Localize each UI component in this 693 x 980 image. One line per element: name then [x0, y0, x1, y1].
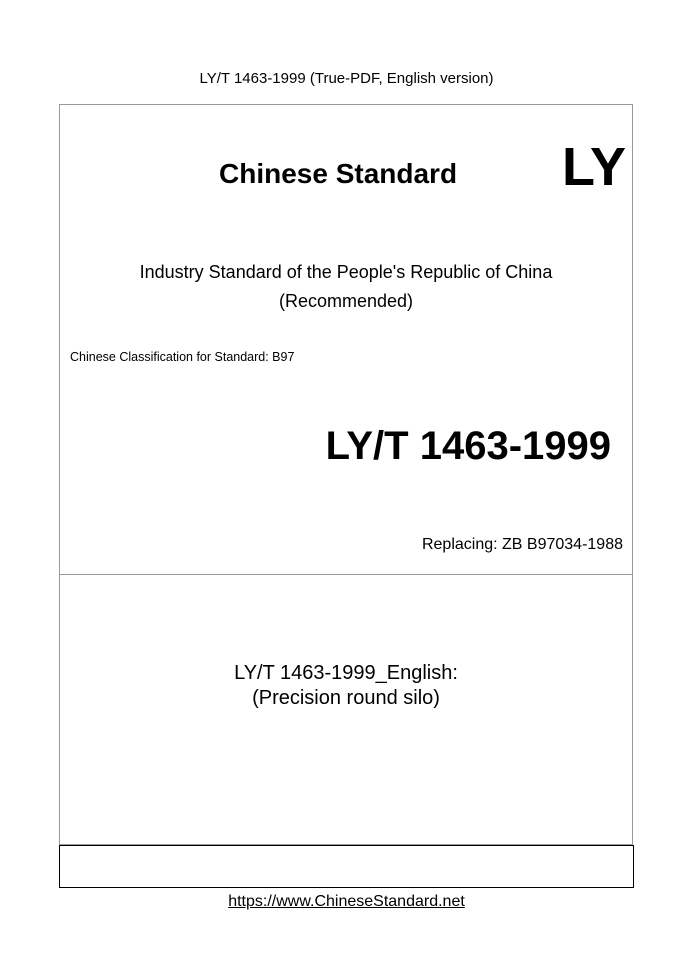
cover-subtitle — [59, 258, 633, 316]
doc-title-line-1: LY/T 1463-1999_English: — [234, 662, 458, 684]
industry-code-badge: LY — [562, 137, 627, 197]
page-header: LY/T 1463-1999 (True-PDF, English version) — [199, 70, 494, 87]
classification-text: Chinese Classification for Standard: B97 — [70, 350, 295, 364]
doc-title-line-2: (Precision round silo) — [252, 687, 440, 709]
subtitle-line-1: Industry Standard of the People's Republic of China — [139, 262, 553, 282]
standard-number: LY/T 1463-1999 — [325, 424, 611, 468]
cover-frame — [59, 104, 633, 845]
footer — [0, 893, 693, 911]
subtitle-line-2: (Recommended) — [278, 291, 414, 311]
footer-box — [59, 845, 634, 888]
cover-divider — [59, 574, 633, 575]
document-title — [59, 661, 633, 711]
replacing-text: Replacing: ZB B97034-1988 — [421, 536, 623, 553]
website-link[interactable]: https://www.ChineseStandard.net — [228, 893, 465, 910]
cover-title: Chinese Standard — [219, 158, 458, 189]
